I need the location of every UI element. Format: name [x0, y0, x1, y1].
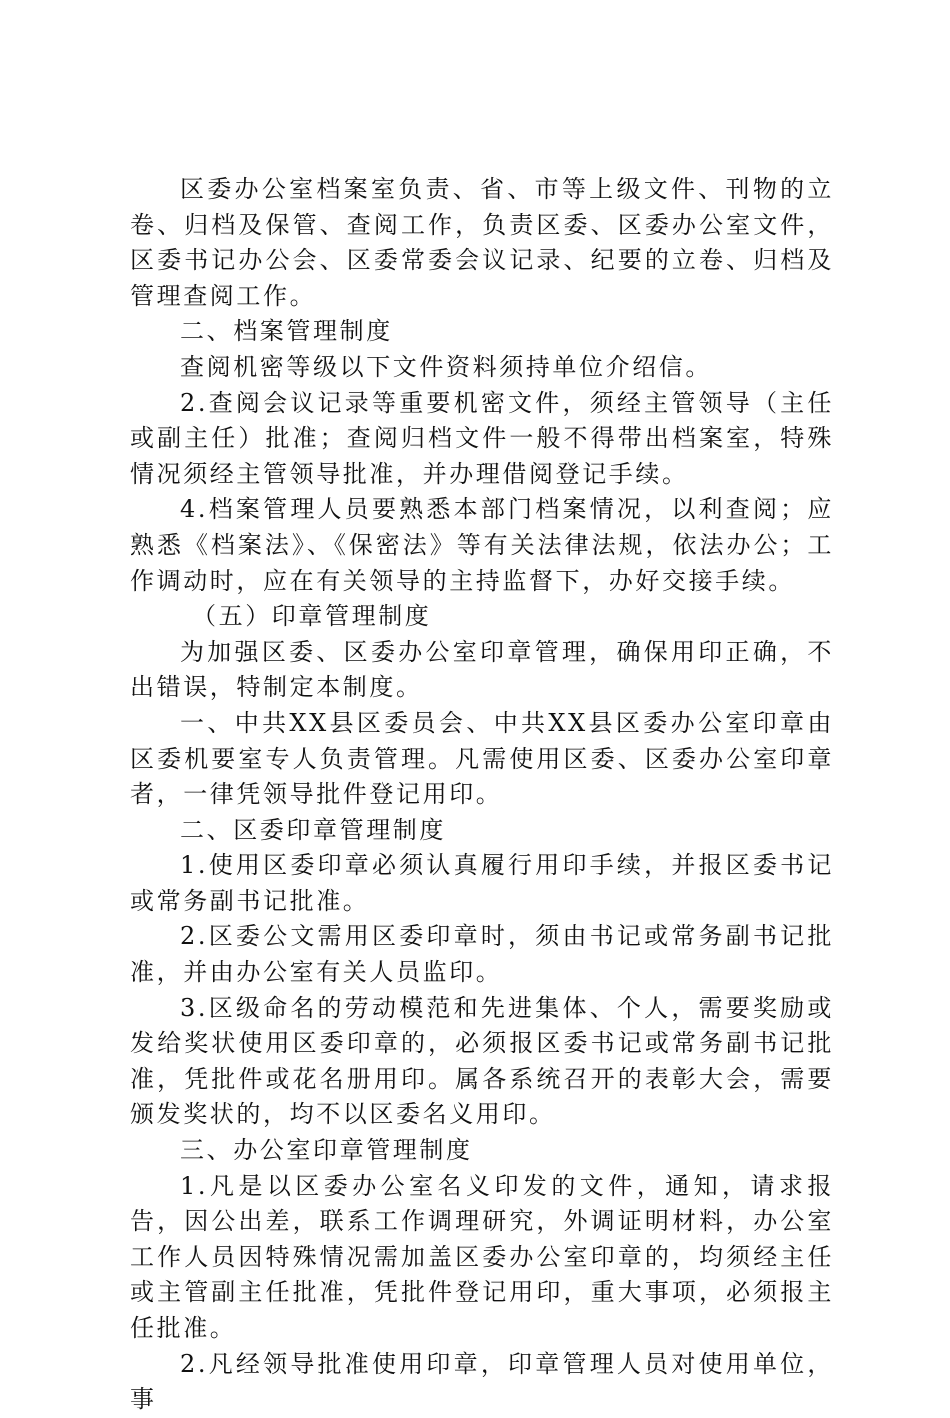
paragraph-district-seal-item-1: 1.使用区委印章必须认真履行用印手续，并报区委书记或常务副书记批准。: [130, 851, 834, 915]
paragraph-archive-duties: 区委办公室档案室负责、省、市等上级文件、刊物的立卷、归档及保管、查阅工作，负责区委、区委办公室文件，区委书记办公会、区委常委会议记录、纪要的立卷、归档及管理查阅工作。: [130, 175, 834, 310]
paragraph-district-seal-item-2: 2.区委公文需用区委印章时，须由书记或常务副书记批准，并由办公室有关人员监印。: [130, 922, 834, 987]
heading-office-seal: 三、办公室印章管理制度: [180, 1136, 473, 1165]
paragraph-office-seal-item-2: 2.凡经领导批准使用印章，印章管理人员对使用单位，事: [130, 1349, 834, 1414]
heading-seal-management: （五）印章管理制度: [192, 602, 432, 631]
paragraph-item-2-meeting-records: 2.查阅会议记录等重要机密文件，须经主管领导（主任或副主任）批准；查阅归档文件一般不得带出档案室，特殊情况须经主管领导批准，并办理借阅登记手续。: [130, 388, 834, 488]
paragraph-introduction-letter: 查阅机密等级以下文件资料须持单位介绍信。: [180, 352, 712, 381]
paragraph-district-seal-item-3: 3.区级命名的劳动模范和先进集体、个人，需要奖励或发给奖状使用区委印章的，必须报区委书记或常务副书记批准，凭批件或花名册用印。属各系统召开的表彰大会，需要颁发奖状的，均不以区委名义用印。: [130, 993, 834, 1129]
paragraph-seal-purpose: 为加强区委、区委办公室印章管理，确保用印正确，不出错误，特制定本制度。: [130, 637, 834, 702]
document-body: [130, 172, 834, 1418]
heading-archive-management: 二、档案管理制度: [180, 317, 393, 346]
heading-district-seal: 二、区委印章管理制度: [180, 815, 446, 844]
paragraph-seal-section-1: 一、中共XX县区委员会、中共XX县区委办公室印章由区委机要室专人负责管理。凡需使用区委、区委办公室印章者，一律凭领导批件登记用印。: [130, 708, 834, 809]
paragraph-item-4-archive-staff: 4.档案管理人员要熟悉本部门档案情况，以利查阅；应熟悉《档案法》、《保密法》等有关法律法规，依法办公；工作调动时，应在有关领导的主持监督下，办好交接手续。: [130, 495, 834, 595]
paragraph-office-seal-item-1: 1.凡是以区委办公室名义印发的文件，通知，请求报告，因公出差，联系工作调理研究，外调证明材料，办公室工作人员因特殊情况需加盖区委办公室印章的，均须经主任或主管副主任批准，凭批件登记用印，重大事项，必须报主任批准。: [130, 1171, 834, 1342]
